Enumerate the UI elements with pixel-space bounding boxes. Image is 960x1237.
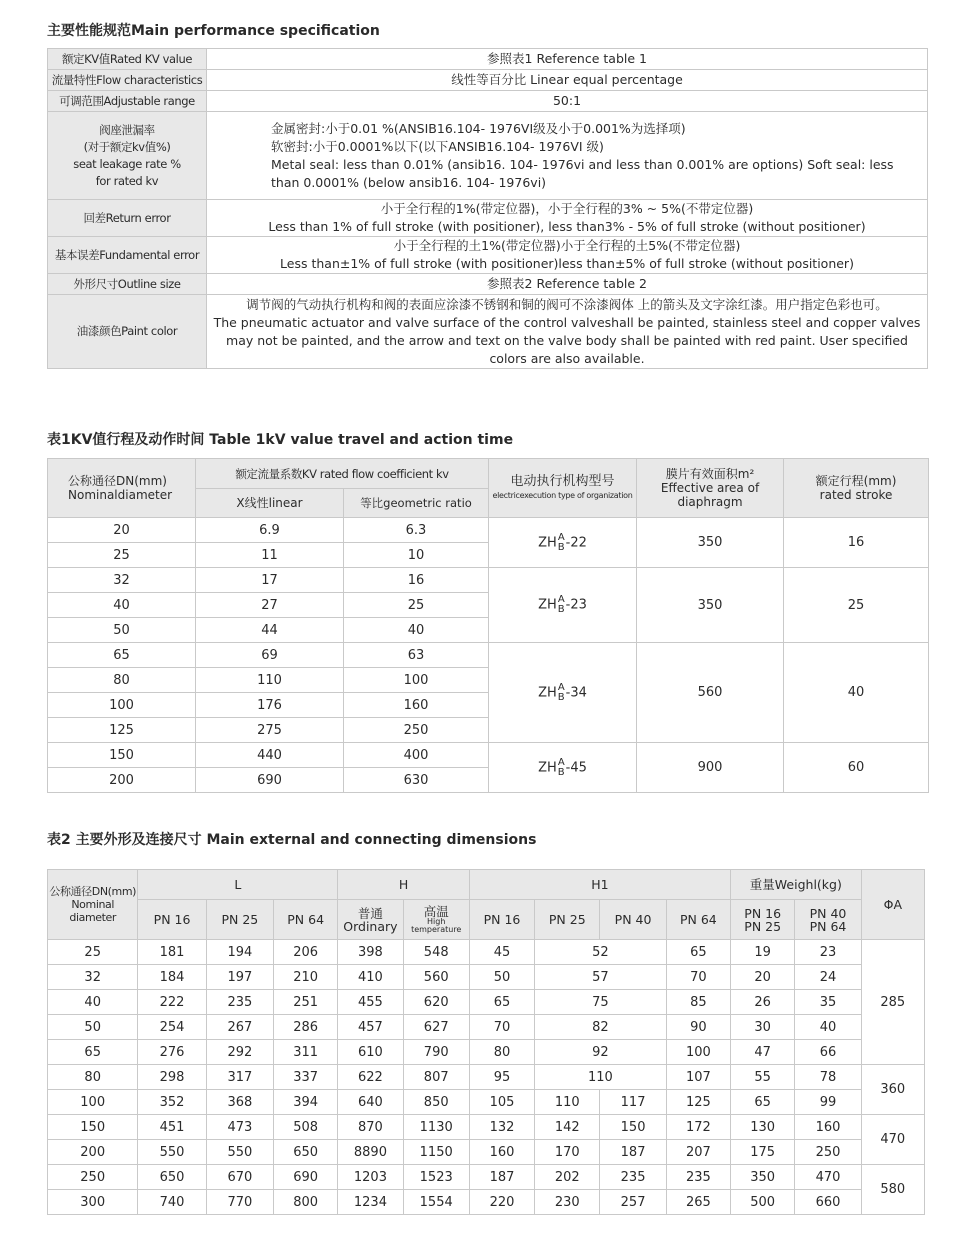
l-cell: 650 [138, 1165, 206, 1190]
header-actuator [489, 459, 637, 518]
header-weight-low: PN 16 PN 25 [731, 900, 795, 940]
table1-cell: 100 [344, 668, 489, 693]
h-cell: 627 [403, 1015, 469, 1040]
spec-row [48, 70, 928, 91]
header-H1-pn40: PN 40 [600, 900, 666, 940]
h-cell: 807 [403, 1065, 469, 1090]
h1-cell: 70 [469, 1015, 534, 1040]
actuator-prefix: ZH [538, 597, 557, 613]
table1-row [48, 643, 929, 668]
header-H-ordinary [338, 900, 403, 940]
actuator-prefix: ZH [538, 760, 557, 775]
h1-cell: 187 [600, 1140, 666, 1165]
table1-title: 表1KV值行程及动作时间 Table 1kV value travel and action time [47, 432, 514, 448]
spec-row [48, 91, 928, 112]
h1-cell: 142 [535, 1115, 600, 1140]
h1-cell: 75 [535, 990, 667, 1015]
actuator-sub: B [557, 604, 565, 615]
l-cell: 206 [274, 940, 338, 965]
l-cell: 451 [138, 1115, 206, 1140]
spec-row [48, 200, 928, 237]
header-L-pn64: PN 64 [274, 900, 338, 940]
actuator-model [489, 568, 637, 643]
l-cell: 251 [274, 990, 338, 1015]
weight-cell: 26 [731, 990, 795, 1015]
weight-cell: 40 [795, 1015, 861, 1040]
actuator-fraction [558, 683, 565, 703]
table1-cell: 65 [48, 643, 196, 668]
diaphragm-area: 350 [637, 518, 784, 568]
table1-cell: 69 [196, 643, 344, 668]
table1-cell: 110 [196, 668, 344, 693]
table1-cell: 20 [48, 518, 196, 543]
dn-cell: 50 [48, 1015, 138, 1040]
spec-key: 额定KV值Rated KV value [48, 49, 207, 70]
table1-cell: 50 [48, 618, 196, 643]
high-cn: 高温 [423, 904, 449, 919]
table2-row [48, 1015, 925, 1040]
table1-cell: 63 [344, 643, 489, 668]
table1-cell: 400 [344, 743, 489, 768]
phi-a-cell: 285 [861, 940, 924, 1065]
dn-cell: 150 [48, 1115, 138, 1140]
h1-cell: 110 [535, 1090, 600, 1115]
actuator-fraction [558, 595, 565, 615]
header-H1-pn64: PN 64 [666, 900, 730, 940]
spec-title: 主要性能规范Main performance specification [47, 23, 380, 39]
spec-value: 线性等百分比 Linear equal percentage [207, 70, 928, 91]
h1-cell: 57 [535, 965, 667, 990]
header-dn: 公称通径DN(mm) Nominal diameter [48, 870, 138, 940]
h1-cell: 80 [469, 1040, 534, 1065]
dn-cell: 100 [48, 1090, 138, 1115]
l-cell: 473 [206, 1115, 273, 1140]
h-cell: 8890 [338, 1140, 403, 1165]
header-H1-pn16: PN 16 [469, 900, 534, 940]
h1-cell: 160 [469, 1140, 534, 1165]
l-cell: 222 [138, 990, 206, 1015]
weight-cell: 65 [731, 1090, 795, 1115]
spec-key: 回差Return error [48, 200, 207, 237]
weight-cell: 175 [731, 1140, 795, 1165]
h1-cell: 70 [666, 965, 730, 990]
table2-row [48, 1190, 925, 1215]
spec-value: 调节阀的气动执行机构和阀的表面应涂漆不锈钢和铜的阀可不涂漆阀体 上的箭头及文字涂红漆。用户指定色彩也可。 The pneumatic actuator and valve surface of the control valveshall be painted, stainless steel and copper valves may not be painted, and the arrow and text on the valve body shall be painted with red paint. User specified colors are also available. [207, 295, 928, 369]
dimensions-table [47, 869, 925, 1215]
h1-cell: 65 [469, 990, 534, 1015]
h-cell: 870 [338, 1115, 403, 1140]
table1-cell: 27 [196, 593, 344, 618]
dn-cell: 250 [48, 1165, 138, 1190]
l-cell: 550 [138, 1140, 206, 1165]
actuator-model [489, 743, 637, 793]
spec-row [48, 49, 928, 70]
spec-row [48, 295, 928, 369]
header-weight-high: PN 40 PN 64 [795, 900, 861, 940]
table1-cell: 40 [344, 618, 489, 643]
l-cell: 368 [206, 1090, 273, 1115]
spec-value: 50:1 [207, 91, 928, 112]
diaphragm-area: 350 [637, 568, 784, 643]
l-cell: 670 [206, 1165, 273, 1190]
table1-cell: 160 [344, 693, 489, 718]
table2-row [48, 1115, 925, 1140]
weight-cell: 20 [731, 965, 795, 990]
table2-row [48, 1165, 925, 1190]
h1-cell: 132 [469, 1115, 534, 1140]
h1-cell: 257 [600, 1190, 666, 1215]
dn-cell: 32 [48, 965, 138, 990]
table1-cell: 32 [48, 568, 196, 593]
h1-cell: 207 [666, 1140, 730, 1165]
h-cell: 410 [338, 965, 403, 990]
l-cell: 690 [274, 1165, 338, 1190]
h1-cell: 82 [535, 1015, 667, 1040]
spec-value: 小于全行程的土1%(带定位器)小于全行程的土5%(不带定位器) Less than±1% of full stroke (with positioner)less than±5% of full stroke (without positioner) [207, 237, 928, 274]
actuator-suffix: -34 [565, 685, 587, 700]
h-cell: 850 [403, 1090, 469, 1115]
weight-cell: 99 [795, 1090, 861, 1115]
h1-cell: 235 [600, 1165, 666, 1190]
weight-cell: 470 [795, 1165, 861, 1190]
weight-cell: 47 [731, 1040, 795, 1065]
table1-cell: 125 [48, 718, 196, 743]
phi-a-cell: 470 [861, 1115, 924, 1165]
table1-cell: 275 [196, 718, 344, 743]
weight-cell: 130 [731, 1115, 795, 1140]
weight-cell: 250 [795, 1140, 861, 1165]
h1-cell: 105 [469, 1090, 534, 1115]
dn-cell: 40 [48, 990, 138, 1015]
h-cell: 1234 [338, 1190, 403, 1215]
weight-cell: 66 [795, 1040, 861, 1065]
actuator-model [489, 643, 637, 743]
table1-cell: 200 [48, 768, 196, 793]
h1-cell: 65 [666, 940, 730, 965]
table1-cell: 250 [344, 718, 489, 743]
spec-key: 阀座泄漏率 (对于额定kv值%) seat leakage rate % for rated kv [48, 112, 207, 200]
table2-title: 表2 主要外形及连接尺寸 Main external and connecting dimensions [47, 832, 537, 848]
actuator-suffix: -22 [565, 535, 587, 550]
h-cell: 398 [338, 940, 403, 965]
h-cell: 620 [403, 990, 469, 1015]
ordinary-en: Ordinary [343, 918, 398, 934]
spec-key: 可调范围Adjustable range [48, 91, 207, 112]
h-cell: 548 [403, 940, 469, 965]
l-cell: 550 [206, 1140, 273, 1165]
performance-spec-table [47, 48, 928, 369]
actuator-suffix: -45 [565, 760, 587, 775]
rated-stroke: 60 [784, 743, 929, 793]
l-cell: 210 [274, 965, 338, 990]
l-cell: 276 [138, 1040, 206, 1065]
h-cell: 1203 [338, 1165, 403, 1190]
spec-value: 金属密封:小于0.01 %(ANSIB16.104- 1976VI级及小于0.001%为选择项) 软密封:小于0.0001%以下(以下ANSIB16.104- 1976VI 级) Metal seal: less than 0.01% (ansib16. 104- 1976vi and less than 0.001% are options) Soft seal: less than 0.0001% (below ansib16. 104- 1976vi) [207, 112, 928, 200]
spec-row [48, 112, 928, 200]
h1-cell: 230 [535, 1190, 600, 1215]
actuator-fraction [558, 758, 565, 778]
h1-cell: 100 [666, 1040, 730, 1065]
h1-cell: 110 [535, 1065, 667, 1090]
table2-row [48, 965, 925, 990]
weight-cell: 160 [795, 1115, 861, 1140]
table2-row [48, 1040, 925, 1065]
header-H-high [403, 900, 469, 940]
h-cell: 1130 [403, 1115, 469, 1140]
table1-cell: 16 [344, 568, 489, 593]
l-cell: 740 [138, 1190, 206, 1215]
weight-cell: 660 [795, 1190, 861, 1215]
h1-cell: 187 [469, 1165, 534, 1190]
table1-cell: 150 [48, 743, 196, 768]
h1-cell: 85 [666, 990, 730, 1015]
rated-stroke: 25 [784, 568, 929, 643]
l-cell: 650 [274, 1140, 338, 1165]
table1-cell: 100 [48, 693, 196, 718]
weight-cell: 35 [795, 990, 861, 1015]
spec-value: 参照表2 Reference table 2 [207, 274, 928, 295]
h-cell: 457 [338, 1015, 403, 1040]
weight-cell: 350 [731, 1165, 795, 1190]
high-en: High temperature [411, 917, 462, 934]
l-cell: 508 [274, 1115, 338, 1140]
l-cell: 184 [138, 965, 206, 990]
h1-cell: 125 [666, 1090, 730, 1115]
header-L-pn16: PN 16 [138, 900, 206, 940]
table1-row [48, 568, 929, 593]
spec-value: 小于全行程的1%(带定位器)，小于全行程的3% ~ 5%(不带定位器) Less than 1% of full stroke (with positioner), less than3% - 5% of full stroke (without positioner) [207, 200, 928, 237]
h-cell: 1523 [403, 1165, 469, 1190]
weight-cell: 30 [731, 1015, 795, 1040]
spec-row [48, 274, 928, 295]
h1-cell: 170 [535, 1140, 600, 1165]
weight-cell: 55 [731, 1065, 795, 1090]
l-cell: 286 [274, 1015, 338, 1040]
actuator-prefix: ZH [538, 685, 557, 700]
table1-cell: 630 [344, 768, 489, 793]
actuator-sup: A [557, 531, 565, 543]
table2-row [48, 940, 925, 965]
l-cell: 352 [138, 1090, 206, 1115]
h1-cell: 45 [469, 940, 534, 965]
actuator-sub: B [557, 541, 565, 553]
table2-row [48, 990, 925, 1015]
ordinary-cn: 普通 [357, 905, 383, 921]
table2-row [48, 1140, 925, 1165]
h1-cell: 52 [535, 940, 667, 965]
header-dn: 公称通径DN(mm) Nominaldiameter [48, 459, 196, 518]
l-cell: 770 [206, 1190, 273, 1215]
table1-cell: 40 [48, 593, 196, 618]
l-cell: 197 [206, 965, 273, 990]
table1-cell: 17 [196, 568, 344, 593]
phi-a-cell: 360 [861, 1065, 924, 1115]
spec-key: 基本误差Fundamental error [48, 237, 207, 274]
actuator-suffix: -23 [565, 597, 587, 613]
table1-cell: 690 [196, 768, 344, 793]
actuator-fraction [558, 533, 565, 553]
h-cell: 610 [338, 1040, 403, 1065]
table1-cell: 11 [196, 543, 344, 568]
l-cell: 181 [138, 940, 206, 965]
weight-cell: 24 [795, 965, 861, 990]
table1-row [48, 518, 929, 543]
spec-value: 参照表1 Reference table 1 [207, 49, 928, 70]
l-cell: 298 [138, 1065, 206, 1090]
h-cell: 455 [338, 990, 403, 1015]
header-actuator-sub: electricexecution type of organization [492, 490, 633, 500]
spec-row [48, 237, 928, 274]
h1-cell: 117 [600, 1090, 666, 1115]
h-cell: 1150 [403, 1140, 469, 1165]
header-weight: 重量Weighl(kg) [731, 870, 862, 900]
dn-cell: 200 [48, 1140, 138, 1165]
table2-row [48, 1090, 925, 1115]
spec-key: 外形尺寸Outline size [48, 274, 207, 295]
header-phiA: ΦA [861, 870, 924, 940]
h-cell: 1554 [403, 1190, 469, 1215]
actuator-sup: A [557, 756, 565, 768]
header-L-pn25: PN 25 [206, 900, 273, 940]
weight-cell: 78 [795, 1065, 861, 1090]
header-linear: X线性linear [196, 489, 344, 518]
kv-travel-table [47, 458, 929, 793]
header-geo: 等比geometric ratio [344, 489, 489, 518]
header-L: L [138, 870, 338, 900]
diaphragm-area: 560 [637, 643, 784, 743]
phi-a-cell: 580 [861, 1165, 924, 1215]
table1-cell: 440 [196, 743, 344, 768]
table1-cell: 44 [196, 618, 344, 643]
header-stroke: 额定行程(mm) rated stroke [784, 459, 929, 518]
actuator-sup: A [557, 594, 565, 605]
header-kv: 额定流量系数KV rated flow coefficient kv [196, 459, 489, 489]
table2-row [48, 1065, 925, 1090]
dn-cell: 25 [48, 940, 138, 965]
h-cell: 560 [403, 965, 469, 990]
actuator-sub: B [557, 766, 565, 778]
actuator-sub: B [557, 691, 565, 703]
rated-stroke: 16 [784, 518, 929, 568]
h1-cell: 150 [600, 1115, 666, 1140]
rated-stroke: 40 [784, 643, 929, 743]
diaphragm-area: 900 [637, 743, 784, 793]
l-cell: 254 [138, 1015, 206, 1040]
table1-cell: 25 [48, 543, 196, 568]
spec-key: 流量特性Flow characteristics [48, 70, 207, 91]
table1-cell: 6.3 [344, 518, 489, 543]
spec-key: 油漆颜色Paint color [48, 295, 207, 369]
l-cell: 800 [274, 1190, 338, 1215]
h1-cell: 202 [535, 1165, 600, 1190]
header-H1: H1 [469, 870, 730, 900]
actuator-prefix: ZH [538, 535, 557, 550]
table1-row [48, 743, 929, 768]
l-cell: 337 [274, 1065, 338, 1090]
l-cell: 292 [206, 1040, 273, 1065]
h1-cell: 172 [666, 1115, 730, 1140]
l-cell: 267 [206, 1015, 273, 1040]
h1-cell: 220 [469, 1190, 534, 1215]
header-H: H [338, 870, 470, 900]
table1-cell: 10 [344, 543, 489, 568]
weight-cell: 19 [731, 940, 795, 965]
h1-cell: 90 [666, 1015, 730, 1040]
h-cell: 640 [338, 1090, 403, 1115]
header-area: 膜片有效面积m² Effective area of diaphragm [637, 459, 784, 518]
weight-cell: 500 [731, 1190, 795, 1215]
l-cell: 194 [206, 940, 273, 965]
l-cell: 394 [274, 1090, 338, 1115]
header-H1-pn25: PN 25 [535, 900, 600, 940]
l-cell: 317 [206, 1065, 273, 1090]
table1-cell: 80 [48, 668, 196, 693]
dn-cell: 65 [48, 1040, 138, 1065]
weight-cell: 23 [795, 940, 861, 965]
h1-cell: 235 [666, 1165, 730, 1190]
header-actuator-label: 电动执行机构型号 [510, 473, 615, 489]
h-cell: 622 [338, 1065, 403, 1090]
dn-cell: 300 [48, 1190, 138, 1215]
l-cell: 311 [274, 1040, 338, 1065]
h1-cell: 95 [469, 1065, 534, 1090]
h1-cell: 265 [666, 1190, 730, 1215]
table1-cell: 25 [344, 593, 489, 618]
actuator-model [489, 518, 637, 568]
table1-cell: 6.9 [196, 518, 344, 543]
h1-cell: 92 [535, 1040, 667, 1065]
h1-cell: 107 [666, 1065, 730, 1090]
h1-cell: 50 [469, 965, 534, 990]
l-cell: 235 [206, 990, 273, 1015]
h-cell: 790 [403, 1040, 469, 1065]
table1-cell: 176 [196, 693, 344, 718]
actuator-sup: A [557, 681, 565, 693]
dn-cell: 80 [48, 1065, 138, 1090]
